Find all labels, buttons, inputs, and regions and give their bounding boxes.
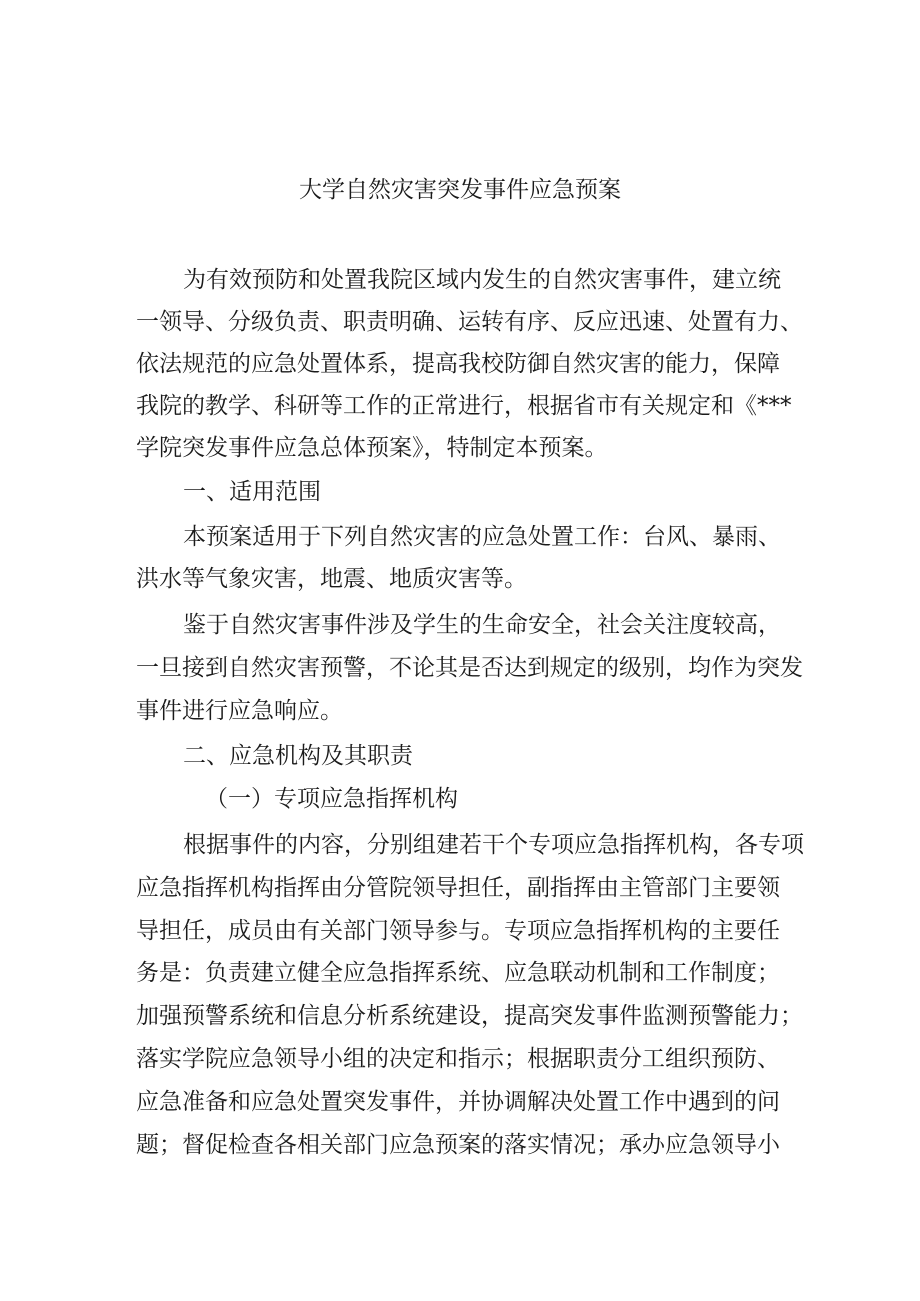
paragraph-intro-line-2: 一领导、分级负责、职责明确、运转有序、反应迅速、处置有力、: [136, 309, 803, 335]
paragraph-command-line-3: 导担任，成员由有关部门领导参与。专项应急指挥机构的主要任: [136, 918, 780, 944]
section-heading-organization: 二、应急机构及其职责: [183, 743, 413, 769]
paragraph-intro-line-4: 我院的教学、科研等工作的正常进行，根据省市有关规定和《***: [136, 393, 792, 419]
paragraph-command-line-8: 题；督促检查各相关部门应急预案的落实情况；承办应急领导小: [136, 1132, 780, 1158]
section-heading-scope: 一、适用范围: [183, 479, 321, 505]
paragraph-intro-line-1: 为有效预防和处置我院区域内发生的自然灾害事件，建立统: [183, 267, 781, 293]
paragraph-command-line-2: 应急指挥机构指挥由分管院领导担任，副指挥由主管部门主要领: [136, 875, 780, 901]
paragraph-command-line-6: 落实学院应急领导小组的决定和指示；根据职责分工组织预防、: [136, 1046, 780, 1072]
paragraph-command-line-5: 加强预警系统和信息分析系统建设，提高突发事件监测预警能力；: [136, 1003, 803, 1029]
subsection-heading-command: （一）专项应急指挥机构: [205, 786, 458, 812]
paragraph-scope-line-1: 本预案适用于下列自然灾害的应急处置工作：台风、暴雨、: [183, 524, 781, 550]
paragraph-intro-line-5: 学院突发事件应急总体预案》，特制定本预案。: [136, 435, 608, 461]
document-title: 大学自然灾害突发事件应急预案: [299, 177, 621, 203]
paragraph-warning-line-3: 事件进行应急响应。: [136, 698, 343, 724]
paragraph-scope-line-2: 洪水等气象灾害，地震、地质灾害等。: [136, 566, 527, 592]
paragraph-command-line-7: 应急准备和应急处置突发事件，并协调解决处置工作中遇到的问: [136, 1089, 780, 1115]
paragraph-warning-line-1: 鉴于自然灾害事件涉及学生的生命安全，社会关注度较高，: [183, 612, 781, 638]
paragraph-command-line-1: 根据事件的内容，分别组建若干个专项应急指挥机构，各专项: [183, 832, 804, 858]
paragraph-intro-line-3: 依法规范的应急处置体系，提高我校防御自然灾害的能力，保障: [136, 351, 780, 377]
paragraph-warning-line-2: 一旦接到自然灾害预警，不论其是否达到规定的级别，均作为突发: [136, 655, 803, 681]
paragraph-command-line-4: 务是：负责建立健全应急指挥系统、应急联动机制和工作制度；: [136, 960, 780, 986]
